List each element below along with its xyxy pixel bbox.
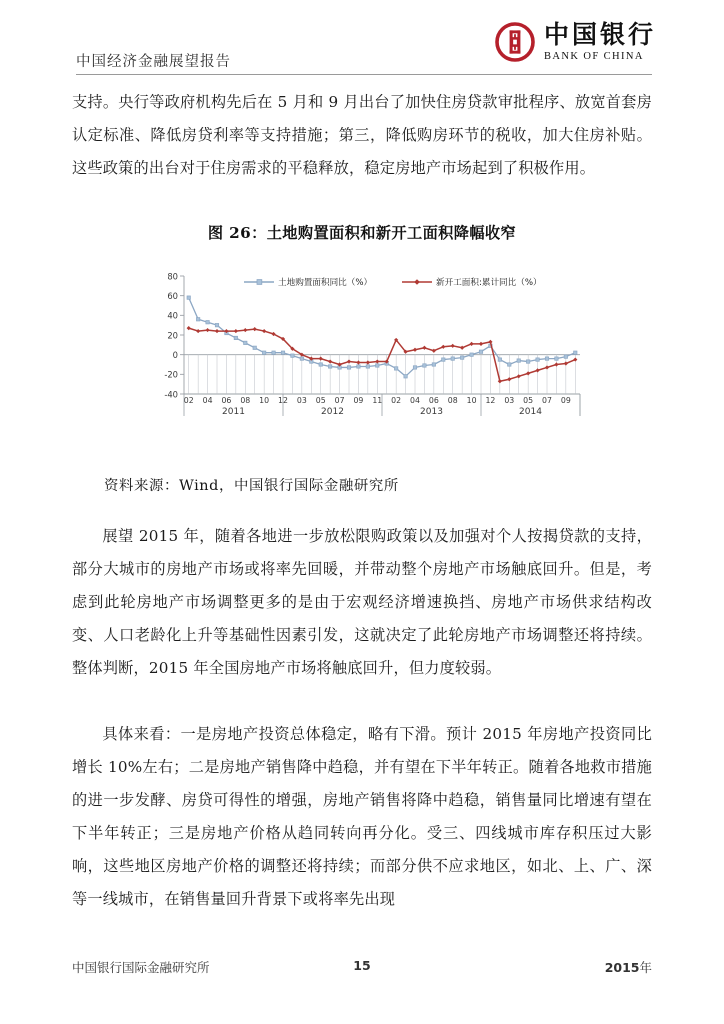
chart-data-point [291, 354, 294, 357]
chart-data-point [300, 357, 303, 360]
x-axis-tick-label: 04 [410, 396, 420, 405]
y-axis-tick-label: 0 [172, 350, 178, 361]
chart-data-point [564, 355, 567, 358]
chart-data-point [366, 360, 370, 364]
chart-data-point [498, 379, 502, 383]
chart-data-point [441, 345, 445, 349]
legend-label: 土地购置面积同比（%） [278, 278, 373, 289]
chart-data-point [262, 351, 265, 354]
legend-marker [257, 280, 262, 285]
x-axis-tick-label: 10 [259, 396, 270, 405]
chart-data-point [564, 361, 568, 365]
chart-data-point [517, 359, 520, 362]
chart-data-point [535, 368, 539, 372]
chart-data-point [205, 328, 209, 332]
chart-data-point [234, 329, 238, 333]
chart-series-line [189, 298, 576, 377]
chart-canvas [152, 262, 592, 452]
x-axis-tick-label: 09 [353, 396, 364, 405]
figure-source: 资料来源：Wind，中国银行国际金融研究所 [104, 478, 399, 494]
x-axis-tick-label: 04 [202, 396, 213, 405]
x-axis-tick-label: 11 [372, 396, 383, 405]
chart-data-point [347, 359, 351, 363]
chart-data-point [244, 341, 247, 344]
chart-data-point [545, 357, 548, 360]
footer-page-number: 15 [353, 958, 371, 973]
chart-data-point [413, 366, 416, 369]
chart-data-point [187, 296, 190, 299]
chart-data-point [460, 346, 464, 350]
chart-data-point [281, 351, 284, 354]
chart-data-point [574, 351, 577, 354]
footer-year [605, 958, 652, 976]
page-header [0, 0, 724, 80]
bank-of-china-logo [495, 22, 656, 63]
chart-data-point [196, 329, 200, 333]
footer-year-value: 2015 [604, 960, 640, 975]
x-axis-tick-label: 06 [221, 396, 232, 405]
chart-data-point [508, 363, 511, 366]
chart-data-point [554, 362, 558, 366]
chart-data-point [573, 357, 577, 361]
chart-data-point [423, 364, 426, 367]
chart-data-point [347, 366, 350, 369]
chart-data-point [328, 359, 332, 363]
header-divider [76, 74, 652, 75]
chart-data-point [545, 365, 549, 369]
chart-data-point [234, 336, 237, 339]
footer-year-unit: 年 [639, 960, 652, 975]
chart-data-point [375, 359, 379, 363]
paragraph-top: 支持。央行等政府机构先后在 5 月和 9 月出台了加快住房贷款审批程序、放宽首套房认定标准、降低房贷利率等支持措施；第三，降低购房环节的税收，加大住房补贴。这些政策的出台对于住房需求的平稳释放，稳定房地产市场起到了积极作用。 [72, 93, 652, 177]
x-axis-group-label: 2013 [420, 407, 443, 417]
x-axis-group-label: 2012 [321, 407, 344, 417]
chart-data-point [479, 342, 483, 346]
x-axis-tick-label: 08 [447, 396, 458, 405]
chart-data-point [555, 357, 558, 360]
chart-data-point [376, 364, 379, 367]
chart-data-point [187, 326, 191, 330]
chart-data-point [451, 357, 454, 360]
x-axis-tick-label: 07 [542, 396, 552, 405]
chart-data-point [328, 365, 331, 368]
chart-data-point [243, 328, 247, 332]
chart-data-point [432, 363, 435, 366]
chart-data-point [526, 360, 529, 363]
chart-data-point [215, 329, 219, 333]
y-axis-tick-label: 20 [167, 330, 178, 341]
chart-data-point [319, 357, 323, 361]
y-axis-tick-label: -40 [164, 389, 178, 400]
page-footer [72, 958, 652, 980]
x-axis-tick-label: 03 [504, 396, 515, 405]
x-axis-tick-label: 02 [391, 396, 402, 405]
y-axis-tick-label: 80 [167, 271, 178, 282]
boc-wordmark [544, 22, 656, 63]
chart-data-point [394, 367, 397, 370]
x-axis-tick-label: 03 [296, 396, 307, 405]
x-axis-tick-label: 05 [523, 396, 534, 405]
x-axis-tick-label: 06 [428, 396, 439, 405]
figure-title: 图 26：土地购置面积和新开工面积降幅收窄 [207, 224, 517, 242]
chart-data-point [366, 365, 369, 368]
chart-data-point [206, 321, 209, 324]
x-axis-group-label: 2011 [222, 407, 245, 417]
x-axis-tick-label: 12 [278, 396, 288, 405]
x-axis-tick-label: 09 [560, 396, 571, 405]
chart-data-point [215, 323, 218, 326]
chart-data-point [498, 358, 501, 361]
chart-data-point [272, 351, 275, 354]
boc-name-en: BANK OF CHINA [543, 51, 644, 62]
chart-data-point [488, 340, 492, 344]
paragraph-middle: 展望 2015 年，随着各地进一步放松限购政策以及加强对个人按揭贷款的支持，部分大城市的房地产市场或将率先回暖，并带动整个房地产市场触底回升。但是，考虑到此轮房地产市场调整更多的是由于宏观经济增速换挡、房地产市场供求结构改变、人口老龄化上升等基础性因素引发，这就决定了此轮房地产市场调整还将持续。整体判断，2015 年全国房地产市场将触底回升，但力度较弱。 [72, 527, 652, 677]
chart-data-point [196, 318, 199, 321]
chart-data-point [517, 374, 521, 378]
chart-data-point [451, 344, 455, 348]
legend-marker [414, 279, 420, 285]
chart-data-point [422, 346, 426, 350]
chart-data-point [356, 360, 360, 364]
boc-emblem-icon [495, 22, 535, 62]
x-axis-tick-label: 05 [315, 396, 326, 405]
y-axis-tick-label: -20 [164, 369, 178, 380]
report-title: 中国经济金融展望报告 [76, 54, 231, 70]
chart-data-point [479, 350, 482, 353]
figure-26-chart [152, 262, 592, 452]
chart-data-point [469, 342, 473, 346]
x-axis-tick-label: 10 [466, 396, 477, 405]
x-axis-tick-label: 02 [183, 396, 194, 405]
chart-data-point [404, 375, 407, 378]
chart-data-point [507, 377, 511, 381]
x-axis-tick-label: 07 [334, 396, 345, 405]
chart-data-point [432, 349, 436, 353]
boc-name-cn: 中国银行 [543, 20, 656, 49]
x-axis-tick-label: 12 [485, 396, 496, 405]
footer-institute: 中国银行国际金融研究所 [72, 960, 210, 975]
x-axis-tick-label: 08 [240, 396, 251, 405]
y-axis-tick-label: 60 [167, 291, 178, 302]
chart-data-point [413, 348, 417, 352]
x-axis-group-label: 2014 [519, 407, 542, 417]
paragraph-last: 具体来看：一是房地产投资总体稳定，略有下滑。预计 2015 年房地产投资同比增长 10%左右；二是房地产销售降中趋稳，并有望在下半年转正。随着各地救市措施的进一步发酵、房贷可得性的增强，房地产销售将降中趋稳，销售量同比增速有望在下半年转正；三是房地产价格从趋同转向再分化。受三、四线城市库存积压过大影响，这些地区房地产价格的调整还将持续；而部分供不应求地区，如北、上、广、深等一线城市，在销售量回升背景下或将率先出现 [72, 725, 652, 908]
chart-data-point [442, 358, 445, 361]
legend-label: 新开工面积:累计同比（%） [436, 278, 542, 289]
chart-data-point [526, 371, 530, 375]
chart-data-point [262, 329, 266, 333]
chart-data-point [536, 358, 539, 361]
chart-data-point [470, 353, 473, 356]
chart-data-point [253, 327, 257, 331]
y-axis-tick-label: 40 [167, 310, 178, 321]
chart-data-point [253, 346, 256, 349]
chart-data-point [460, 356, 463, 359]
chart-data-point [357, 365, 360, 368]
chart-data-point [319, 363, 322, 366]
